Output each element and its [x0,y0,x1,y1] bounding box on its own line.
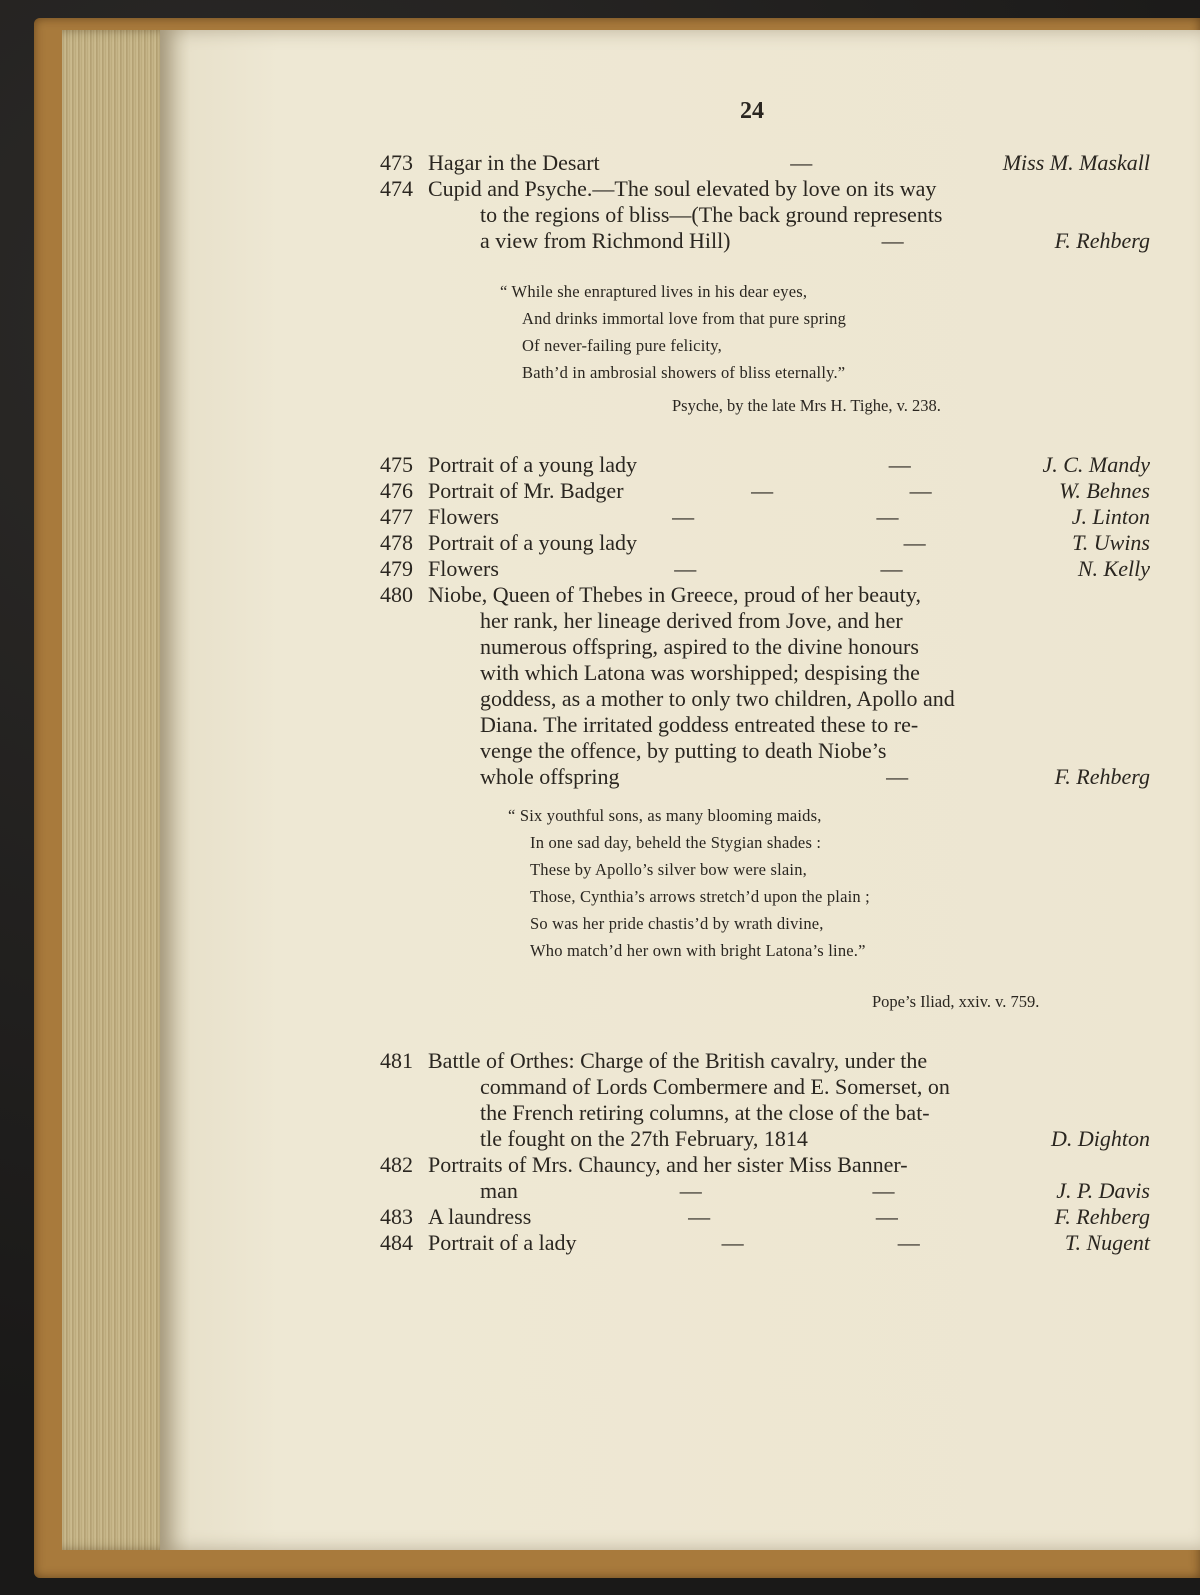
separator-dash: — [909,478,932,503]
verse-line: “ While she enraptured lives in his dear eyes, [500,282,808,301]
entry-title-line: man [480,1178,518,1203]
catalogue-entry-480 [380,582,1150,790]
separator-dash: — [886,764,909,789]
entry-number: 477 [380,504,413,529]
verse-quotation [500,278,846,386]
verse-line: These by Apollo’s silver bow were slain, [530,860,807,879]
catalogue-entry-474 [380,176,1150,254]
entry-title-line: Battle of Orthes: Charge of the British cavalry, under the [428,1048,928,1073]
entry-title-line: goddess, as a mother to only two children, Apollo and [480,686,955,711]
entry-title: A laundress [428,1204,532,1229]
artist-name: J. C. Mandy [1042,452,1150,477]
entry-number: 478 [380,530,413,555]
artist-name: J. P. Davis [1056,1178,1150,1203]
entry-title: Portrait of a young lady [428,452,637,477]
entry-title-line: Portraits of Mrs. Chauncy, and her sister Miss Banner- [428,1152,908,1177]
separator-dash: — [679,1178,702,1203]
quotation-source: Pope’s Iliad, xxiv. v. 759. [872,992,1040,1011]
entry-number: 480 [380,582,413,607]
artist-name: T. Nugent [1064,1230,1150,1255]
verse-line: Those, Cynthia’s arrows stretch’d upon the plain ; [530,887,870,906]
separator-dash: — [876,504,899,529]
catalogue-entry-475 [380,452,1150,478]
entry-number: 474 [380,176,413,201]
catalogue-entry-479 [380,556,1150,582]
verse-line: And drinks immortal love from that pure spring [522,309,847,328]
artist-name: F. Rehberg [1054,1204,1150,1229]
entry-number: 473 [380,150,413,175]
separator-dash: — [674,556,697,581]
page-edges [62,30,174,1550]
separator-dash: — [790,150,813,175]
separator-dash: — [888,452,911,477]
separator-dash: — [751,478,774,503]
separator-dash: — [903,530,926,555]
separator-dash: — [881,228,904,253]
separator-dash: — [875,1204,898,1229]
verse-line: Bath’d in ambrosial showers of bliss eternally.” [522,363,846,382]
entry-title-line: venge the offence, by putting to death Niobe’s [480,738,887,763]
entry-number: 484 [380,1230,413,1255]
entry-title-line: with which Latona was worshipped; despising the [480,660,920,685]
artist-name: J. Linton [1071,504,1150,529]
entry-title-line: Niobe, Queen of Thebes in Greece, proud of her beauty, [428,582,921,607]
verse-line: In one sad day, beheld the Stygian shades : [530,833,822,852]
entry-title-line: to the regions of bliss—(The back ground represents [480,202,943,227]
catalogue-entry-482 [380,1152,1150,1204]
page-number: 24 [740,98,764,124]
entry-title-line: Cupid and Psyche.—The soul elevated by love on its way [428,176,937,201]
entry-title-line: whole offspring [480,764,620,789]
entry-title: Hagar in the Desart [428,150,600,175]
entry-number: 476 [380,478,413,503]
verse-quotation [508,802,870,964]
catalogue-entry-481 [380,1048,1150,1152]
artist-name: Miss M. Maskall [1002,150,1150,175]
entry-title: Flowers [428,556,499,581]
separator-dash: — [672,504,695,529]
catalogue-entry-473 [380,150,1150,176]
separator-dash: — [721,1230,744,1255]
catalogue-entry-476 [380,478,1150,504]
entry-title: Flowers [428,504,499,529]
separator-dash: — [872,1178,895,1203]
entry-number: 479 [380,556,413,581]
separator-dash: — [880,556,903,581]
separator-dash: — [897,1230,920,1255]
verse-line: Who match’d her own with bright Latona’s line.” [530,941,866,960]
catalogue-entry-484 [380,1230,1150,1256]
quotation-source: Psyche, by the late Mrs H. Tighe, v. 238. [672,396,941,415]
verse-line: So was her pride chastis’d by wrath divine, [530,914,824,933]
entry-number: 482 [380,1152,413,1177]
entry-title: Portrait of a lady [428,1230,577,1255]
artist-name: W. Behnes [1059,478,1150,503]
entry-title-line: tle fought on the 27th February, 1814 [480,1126,808,1151]
entry-title-line: numerous offspring, aspired to the divine honours [480,634,919,659]
book-page [160,30,1200,1550]
entry-number: 475 [380,452,413,477]
verse-line: “ Six youthful sons, as many blooming maids, [508,806,822,825]
artist-name: N. Kelly [1077,556,1150,581]
entry-title: Portrait of Mr. Badger [428,478,624,503]
entry-title-line: her rank, her lineage derived from Jove, and her [480,608,903,633]
verse-line: Of never-failing pure felicity, [522,336,722,355]
artist-name: T. Uwins [1072,530,1150,555]
entry-number: 483 [380,1204,413,1229]
artist-name: F. Rehberg [1054,764,1150,789]
entry-title-line: Diana. The irritated goddess entreated these to re- [480,712,919,737]
catalogue-entry-477 [380,504,1150,530]
entry-number: 481 [380,1048,413,1073]
entry-title: Portrait of a young lady [428,530,637,555]
artist-name: D. Dighton [1051,1126,1150,1151]
entry-title-line: the French retiring columns, at the close of the bat- [480,1100,930,1125]
catalogue-entry-483 [380,1204,1150,1230]
artist-name: F. Rehberg [1054,228,1150,253]
catalogue-entry-478 [380,530,1150,556]
entry-title-line: command of Lords Combermere and E. Somerset, on [480,1074,950,1099]
entry-title-line: a view from Richmond Hill) [480,228,731,253]
separator-dash: — [688,1204,711,1229]
